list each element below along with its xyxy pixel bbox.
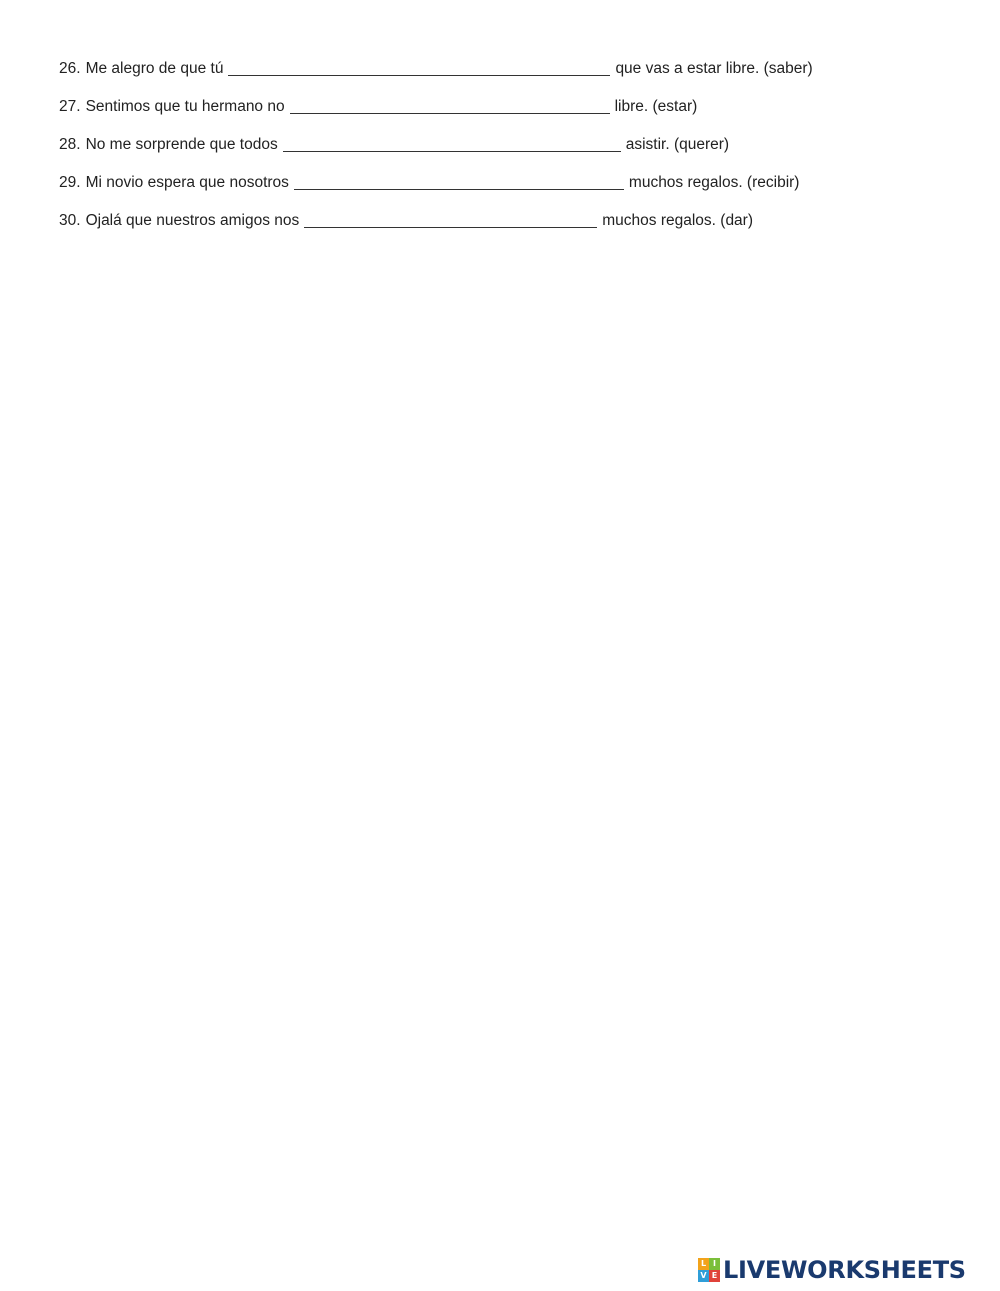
question-text-after: libre. (estar) [614,98,698,115]
question-27 [59,96,959,134]
answer-blank[interactable] [228,58,610,76]
question-text-before: Me alegro de que tú [85,60,224,77]
answer-blank[interactable] [290,96,610,114]
live-squares-icon [698,1258,720,1282]
question-number: 27. [59,98,81,115]
answer-blank[interactable] [304,210,597,228]
question-28 [59,134,959,172]
liveworksheets-logo [698,1256,966,1284]
worksheet [59,58,959,248]
question-number: 29. [59,174,81,191]
question-number: 30. [59,212,81,229]
question-26 [59,58,959,96]
question-text-after: muchos regalos. (dar) [602,212,754,229]
question-text-before: No me sorprende que todos [85,136,278,153]
question-number: 28. [59,136,81,153]
question-text-after: que vas a estar libre. (saber) [615,60,813,77]
logo-letter-i: I [709,1258,720,1270]
question-30 [59,210,959,248]
question-text-after: asistir. (querer) [625,136,730,153]
answer-blank[interactable] [283,134,621,152]
logo-letter-l: L [698,1258,709,1270]
answer-blank[interactable] [294,172,624,190]
question-text-before: Mi novio espera que nosotros [85,174,289,191]
question-text-after: muchos regalos. (recibir) [628,174,800,191]
question-text-before: Sentimos que tu hermano no [85,98,285,115]
logo-letter-e: E [709,1270,720,1282]
brand-name: LIVEWORKSHEETS [723,1256,966,1284]
question-29 [59,172,959,210]
logo-letter-v: V [698,1270,709,1282]
question-number: 26. [59,60,81,77]
question-text-before: Ojalá que nuestros amigos nos [85,212,300,229]
